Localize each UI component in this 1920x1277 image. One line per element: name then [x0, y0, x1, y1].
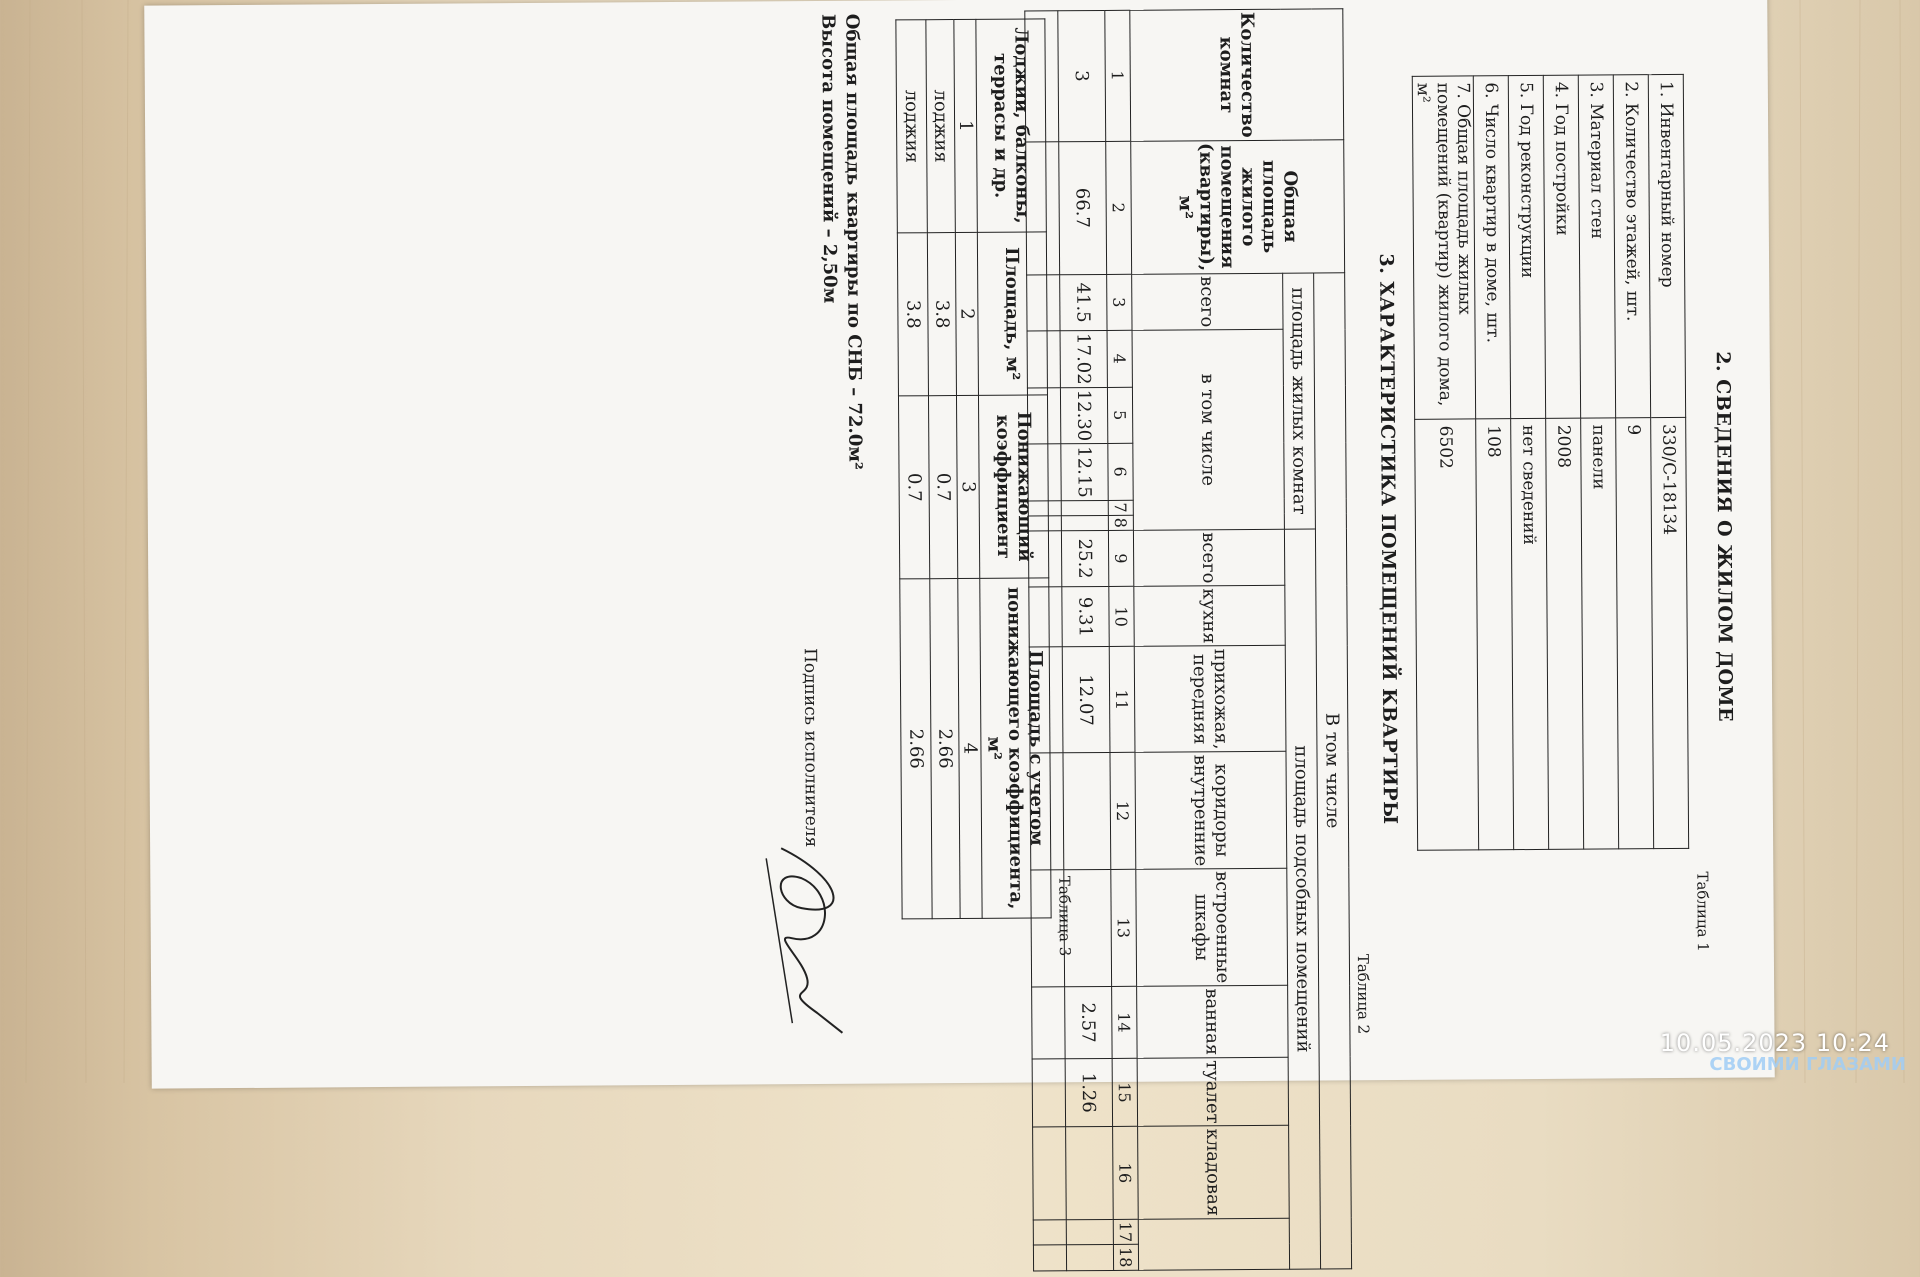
loggia-area-coef: 2.66	[900, 579, 932, 919]
loggia-area-coef: 2.66	[930, 579, 960, 919]
header-total-area: Общая площадь жилого помещения (квартиры), м²	[1131, 139, 1345, 274]
col-index: 16	[1113, 1127, 1139, 1220]
row-label: 6. Число квартир в доме, шт.	[1473, 76, 1510, 419]
table-row	[1473, 76, 1513, 850]
value-cell: 17.02	[1060, 330, 1107, 387]
header-living-including: в том числе	[1132, 329, 1284, 530]
value-cell: 1.26	[1065, 1058, 1112, 1127]
area-notes	[815, 14, 866, 470]
watermark-brand: СВОИМИ ГЛАЗАМИ	[1709, 1054, 1906, 1075]
document-content	[175, 2, 1742, 1268]
loggia-area: 3.8	[897, 233, 928, 396]
col-index: 12	[1110, 753, 1136, 870]
value-cell: 12.15	[1061, 444, 1108, 501]
loggia-name: лоджия	[896, 20, 927, 233]
table-3-label: Таблица 3	[1055, 875, 1074, 957]
document-page	[144, 0, 1775, 1268]
row-label: 3. Материал стен	[1578, 75, 1615, 418]
house-info-table	[1412, 74, 1689, 851]
loggia-table	[895, 18, 1051, 919]
col-index: 11	[1109, 647, 1135, 753]
table-row	[1543, 75, 1583, 849]
col-index: 2	[1106, 141, 1132, 274]
section-2-title: 2. СВЕДЕНИЯ О ЖИЛОМ ДОМЕ	[1711, 351, 1737, 723]
value-cell	[1061, 500, 1108, 516]
col-index: 8	[1108, 515, 1133, 530]
col-index: 2	[955, 232, 978, 395]
header-living-total: всего	[1132, 273, 1283, 330]
table-row	[1613, 75, 1653, 849]
value-cell	[1061, 515, 1108, 531]
header-rooms-count: Количество комнат	[1130, 9, 1344, 141]
col-index: 6	[1108, 443, 1133, 500]
table-row	[1412, 76, 1478, 850]
signature-label: Подпись исполнителя	[799, 647, 822, 848]
value-cell: 41.5	[1060, 274, 1107, 330]
row-label: 4. Год постройки	[1543, 75, 1580, 418]
photo-timestamp: 10.05.2023 10:24	[1659, 1029, 1890, 1057]
header-in-that-number: В том числе	[1314, 273, 1352, 1269]
total-area-note: Общая площадь квартиры по СНБ – 72.0м²	[841, 13, 866, 470]
row-label: 1. Инвентарный номер	[1648, 74, 1685, 417]
col-index: 4	[958, 578, 982, 918]
row-value: 6502	[1415, 419, 1479, 850]
header-bathroom: ванная	[1137, 985, 1288, 1058]
values-row	[1058, 10, 1114, 1270]
value-cell	[1066, 1219, 1113, 1245]
value-cell: 12.30	[1060, 387, 1107, 444]
loggia-coefficient: 0.7	[898, 396, 929, 579]
col-index: 7	[1108, 500, 1133, 515]
header-closets: встроенные шкафы	[1136, 868, 1288, 986]
value-cell: 25.2	[1061, 530, 1108, 586]
header-aux-total: всего	[1133, 529, 1284, 586]
row-label: 2. Количество этажей, шт.	[1613, 75, 1650, 418]
value-cell: 12.07	[1062, 647, 1110, 753]
row-label: 5. Год реконструкции	[1508, 75, 1545, 418]
header-loggia: Лоджии, балконы, террасы и др.	[976, 19, 1046, 232]
row-label: 7. Общая площадь жилых помещений (квартир) жилого дома, м²	[1412, 76, 1475, 419]
header-area-with-coef: Площадь с учетом понижающего коэффициента, м²	[980, 578, 1051, 918]
header-empty	[1138, 1218, 1289, 1270]
col-index: 3	[1107, 274, 1132, 330]
col-index: 4	[1107, 330, 1132, 387]
value-cell	[1066, 1127, 1114, 1220]
header-kitchen: кухня	[1134, 585, 1285, 646]
table-row	[1648, 74, 1688, 848]
table-row	[1578, 75, 1618, 849]
col-index: 15	[1112, 1058, 1137, 1127]
row-value: 330/С-18134	[1651, 417, 1689, 848]
height-note: Высота помещений – 2,50м	[817, 13, 841, 304]
col-index: 14	[1112, 986, 1138, 1058]
header-storage: кладовая	[1138, 1126, 1290, 1220]
header-living-area: площадь жилых комнат	[1283, 273, 1316, 529]
header-corridors: коридоры внутренние	[1135, 752, 1287, 870]
col-index: 9	[1108, 530, 1133, 586]
value-cell: 2.57	[1065, 986, 1113, 1058]
section-3-title: 3. ХАРАКТЕРИСТИКА ПОМЕЩЕНИЙ КВАРТИРЫ	[1375, 253, 1401, 825]
apartment-rooms-table	[1024, 8, 1352, 1271]
table-2-label: Таблица 2	[1353, 953, 1373, 1035]
row-value: 108	[1476, 419, 1514, 850]
row-value: нет сведений	[1511, 418, 1549, 849]
col-index: 1	[1105, 10, 1131, 141]
table-1-label: Таблица 1	[1693, 871, 1712, 952]
col-index: 17	[1113, 1219, 1138, 1245]
row-value: 2008	[1546, 418, 1584, 849]
value-cell: 3	[1058, 10, 1106, 141]
col-index: 13	[1111, 869, 1137, 986]
table-row	[896, 20, 932, 919]
header-aux-area: площадь подсобных помещений	[1284, 529, 1320, 1269]
row-value: панели	[1581, 418, 1619, 849]
col-index: 1	[954, 19, 977, 232]
loggia-name: лоджия	[926, 20, 955, 233]
col-index: 18	[1113, 1245, 1138, 1271]
row-value: 9	[1616, 418, 1654, 849]
header-area: Площадь, м²	[977, 232, 1047, 395]
col-index: 5	[1107, 387, 1132, 444]
value-cell	[1063, 753, 1111, 870]
header-toilet: туалет	[1137, 1057, 1288, 1126]
table-row	[1508, 75, 1548, 849]
header-hallway: прихожая, передняя	[1134, 646, 1286, 753]
col-index: 3	[956, 395, 979, 578]
header-coefficient: Понижающий коэффициент	[978, 395, 1048, 578]
signature-mark	[751, 838, 862, 1039]
loggia-coefficient: 0.7	[928, 396, 957, 579]
col-index: 10	[1109, 586, 1134, 647]
value-cell	[1066, 1245, 1113, 1271]
value-cell: 9.31	[1062, 587, 1109, 648]
value-cell: 66.7	[1059, 141, 1107, 275]
loggia-area: 3.8	[927, 233, 956, 396]
